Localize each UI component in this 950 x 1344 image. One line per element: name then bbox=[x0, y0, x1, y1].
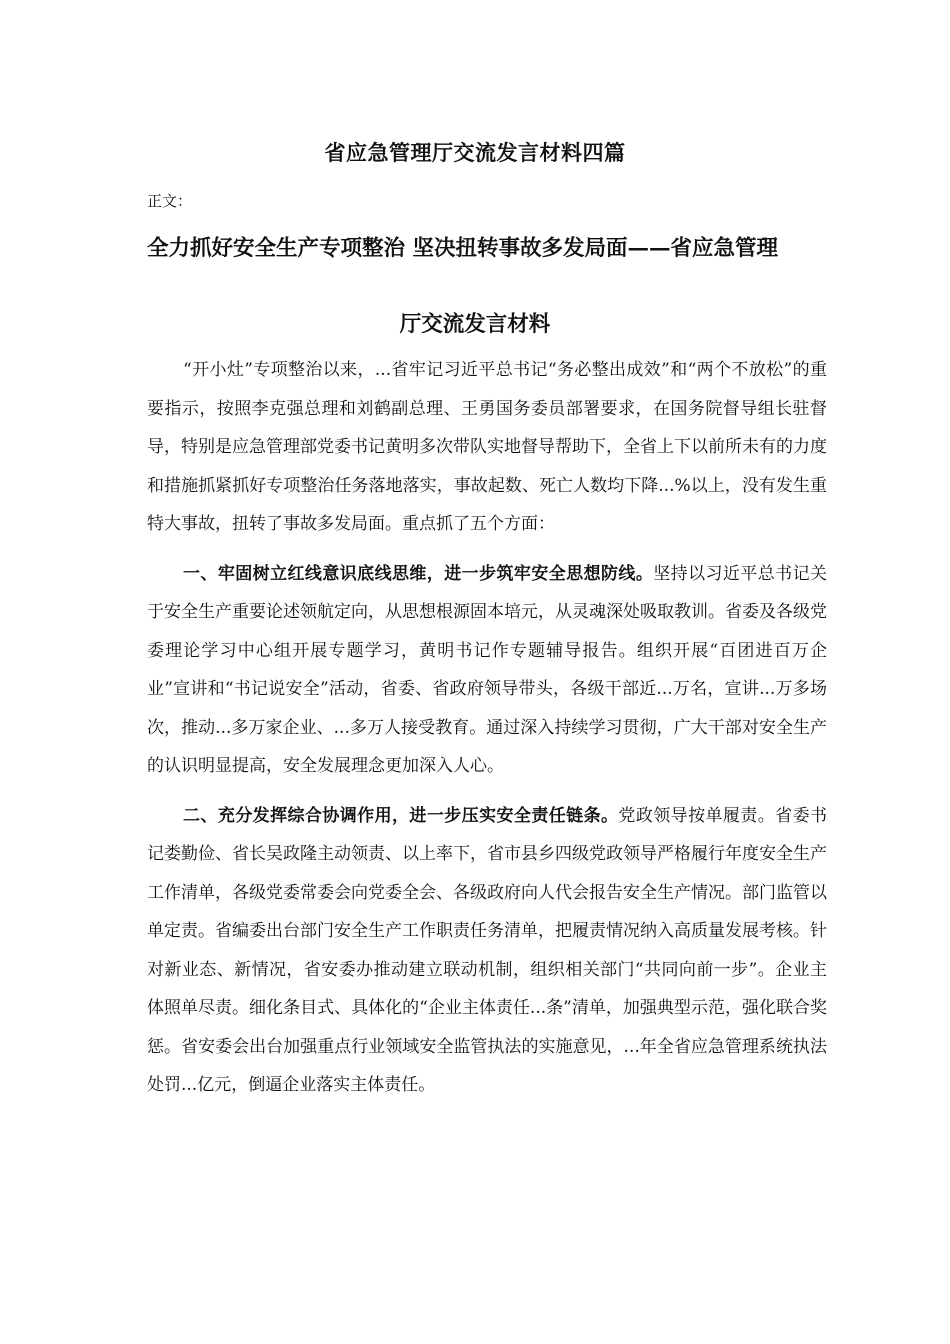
section-1-heading: 一、牢固树立红线意识底线思维，进一步筑牢安全思想防线。 bbox=[183, 563, 654, 584]
paragraph-intro bbox=[147, 351, 827, 544]
article-body bbox=[147, 351, 827, 1105]
article-title-line-1: 全力抓好安全生产专项整治 坚决扭转事故多发局面——省应急管理 bbox=[147, 236, 778, 261]
body-label: 正文： bbox=[147, 192, 193, 210]
document-title: 省应急管理厅交流发言材料四篇 bbox=[324, 140, 626, 165]
paragraph-intro-text: “开小灶”专项整治以来，...省牢记习近平总书记“务必整出成效”和“两个不放松”的重要指示，按照李克强总理和刘鹤副总理、王勇国务委员部署要求，在国务院督导组长驻督导，特别是应急管理部党委书记黄明多次带队实地督导帮助下，全省上下以前所未有的力度和措施抓紧抓好专项整治任务落地落实，事故起数、死亡人数均下降...%以上，没有发生重特大事故，扭转了事故多发局面。重点抓了五个方面： bbox=[147, 360, 827, 534]
section-1-text: 坚持以习近平总书记关于安全生产重要论述领航定向，从思想根源固本培元，从灵魂深处吸取教训。省委及各级党委理论学习中心组开展专题学习，黄明书记作专题辅导报告。组织开展“百团进百万企业”宣讲和“书记说安全”活动，省委、省政府领导带头，各级干部近...万名，宣讲...万多场次，推动...多万家企业、...多万人接受教育。通过深入持续学习贯彻，广大干部对安全生产的认识明显提高，安全发展理念更加深入人心。 bbox=[147, 563, 827, 776]
paragraph-section-2 bbox=[147, 797, 827, 1105]
section-2-heading: 二、充分发挥综合协调作用，进一步压实安全责任链条。 bbox=[183, 805, 619, 826]
paragraph-section-1 bbox=[147, 555, 827, 786]
section-2-text: 党政领导按单履责。省委书记娄勤俭、省长吴政隆主动领责、以上率下，省市县乡四级党政领导严格履行年度安全生产工作清单，各级党委常委会向党委全会、各级政府向人代会报告安全生产情况。部门监管以单定责。省编委出台部门安全生产工作职责任务清单，把履责情况纳入高质量发展考核。针对新业态、新情况，省安委办推动建立联动机制，组织相关部门“共同向前一步”。企业主体照单尽责。细化条目式、具体化的“企业主体责任...条”清单，加强典型示范，强化联合奖惩。省安委会出台加强重点行业领域安全监管执法的实施意见，...年全省应急管理系统执法处罚...亿元，倒逼企业落实主体责任。 bbox=[147, 805, 828, 1095]
article-title-line-2: 厅交流发言材料 bbox=[399, 312, 551, 337]
